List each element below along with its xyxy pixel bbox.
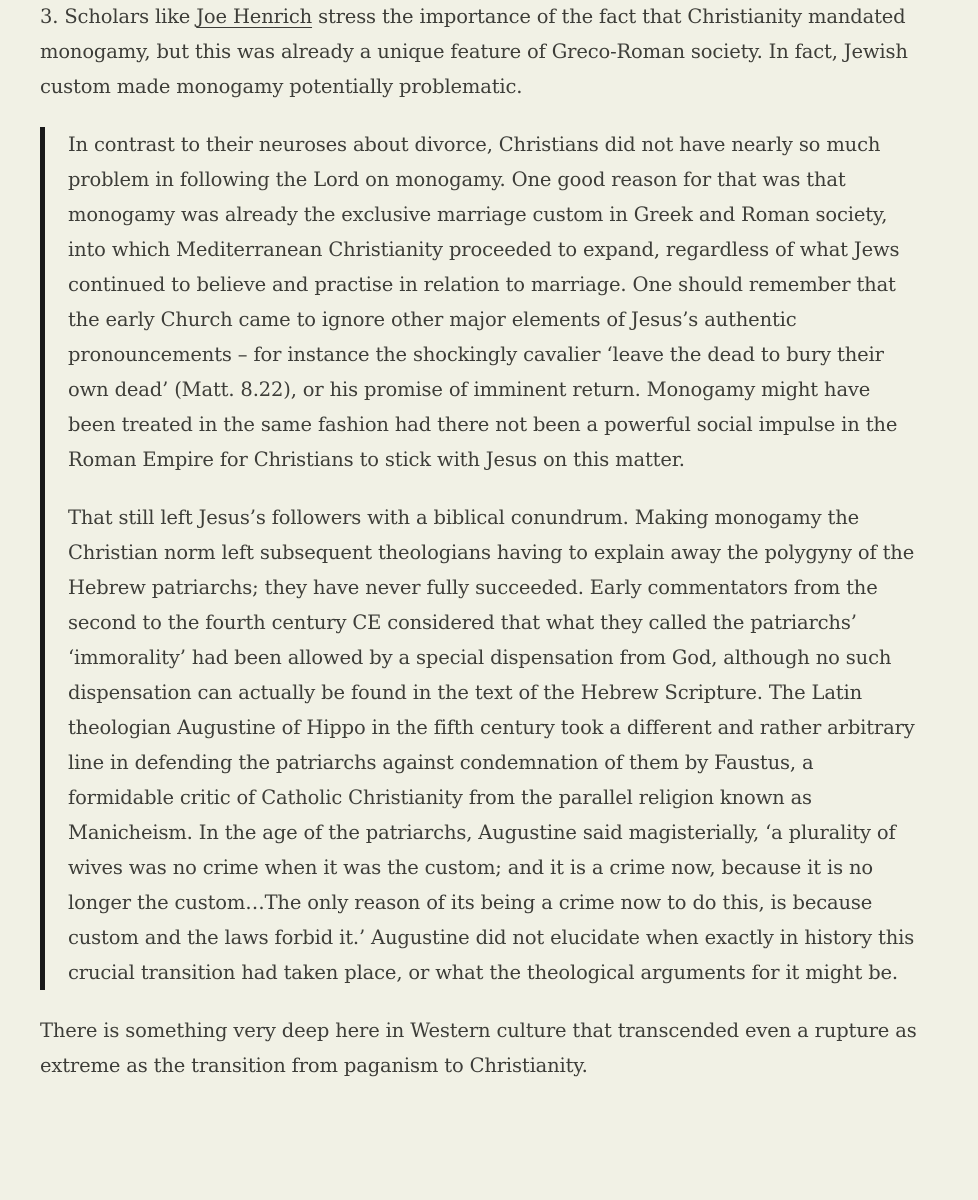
joe-henrich-link[interactable]: Joe Henrich <box>196 5 313 28</box>
intro-paragraph <box>40 0 938 104</box>
quote-paragraph-1: In contrast to their neuroses about divorce, Christians did not have nearly so much problem in following the Lord on monogamy. One good reason for that was that monogamy was already the exclusive marriage custom in Greek and Roman society, into which Mediterranean Christianity proceeded to expand, regardless of what Jews continued to believe and practise in relation to marriage. One should remember that the early Church came to ignore other major elements of Jesus’s authentic pronouncements – for instance the shockingly cavalier ‘leave the dead to bury their own dead’ (Matt. 8.22), or his promise of imminent return. Monogamy might have been treated in the same fashion had there not been a powerful social impulse in the Roman Empire for Christians to stick with Jesus on this matter. <box>68 133 900 471</box>
intro-prefix: 3. Scholars like <box>40 5 197 28</box>
blockquote <box>40 127 938 990</box>
intro-suffix: stress the importance of the fact that Christianity mandated monogamy, but this was already a unique feature of Greco-Roman society. In fact, Jewish custom made monogamy potentially problematic. <box>40 5 908 98</box>
quote-paragraph-2: That still left Jesus’s followers with a biblical conundrum. Making monogamy the Christian norm left subsequent theologians having to explain away the polygyny of the Hebrew patriarchs; they have never fully succeeded. Early commentators from the second to the fourth century CE considered that what they called the patriarchs’ ‘immorality’ had been allowed by a special dispensation from God, although no such dispensation can actually be found in the text of the Hebrew Scripture. The Latin theologian Augustine of Hippo in the fifth century took a different and rather arbitrary line in defending the patriarchs against condemnation of them by Faustus, a formidable critic of Catholic Christianity from the parallel religion known as Manicheism. In the age of the patriarchs, Augustine said magisterially, ‘a plurality of wives was no crime when it was the custom; and it is a crime now, because it is no longer the custom…The only reason of its being a crime now to do this, is because custom and the laws forbid it.’ Augustine did not elucidate when exactly in history this crucial transition had taken place, or what the theological arguments for it might be. <box>68 506 915 984</box>
conclusion-paragraph: There is something very deep here in Western culture that transcended even a rupture as extreme as the transition from paganism to Christianity. <box>40 1019 917 1077</box>
